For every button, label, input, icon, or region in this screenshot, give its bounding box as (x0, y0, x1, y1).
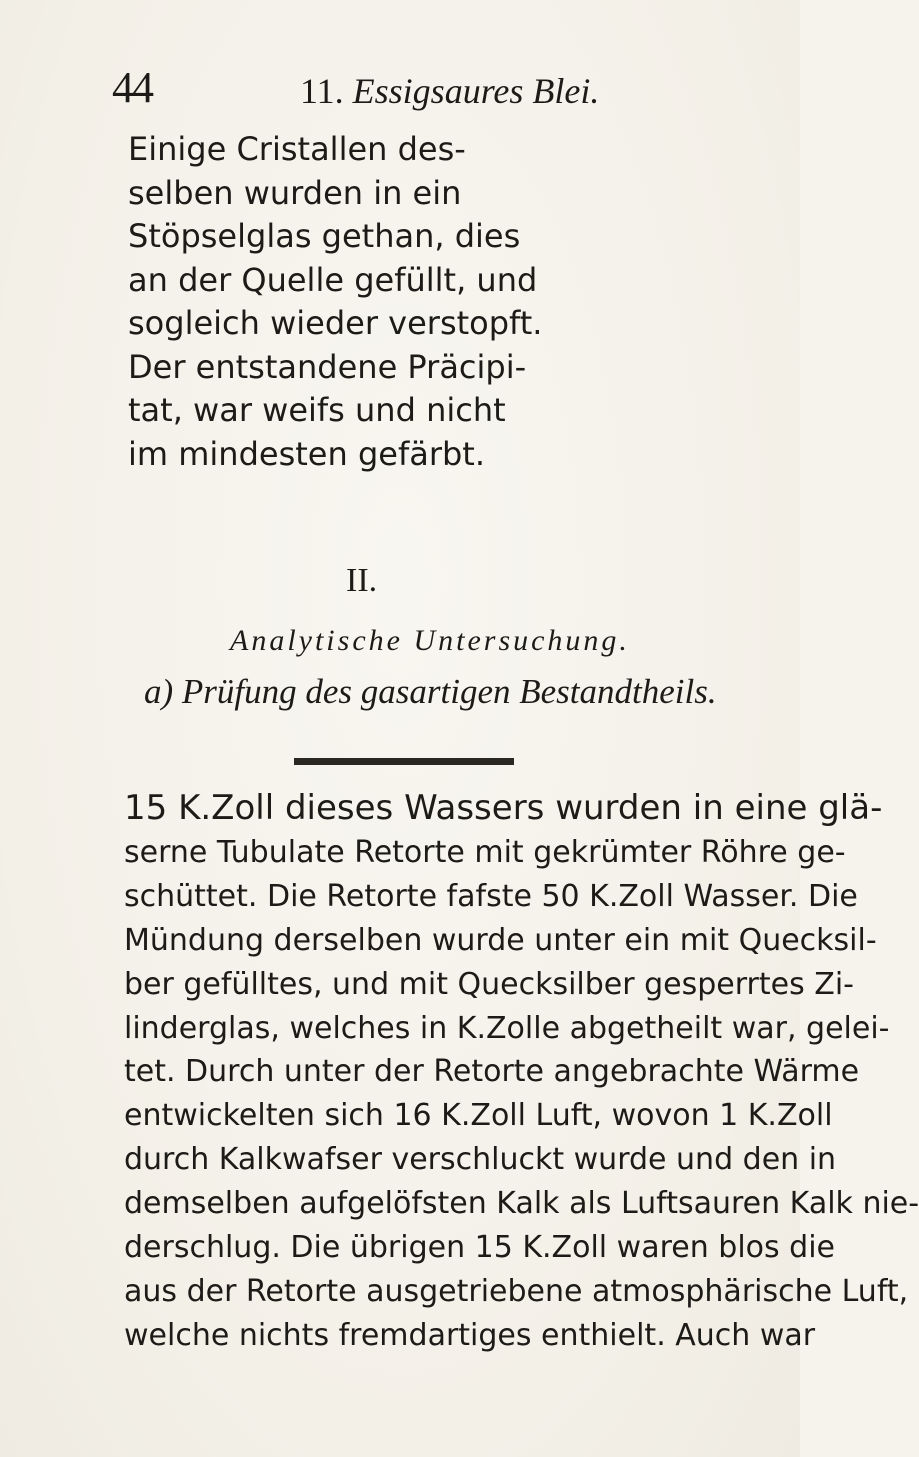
paragraph-line: Der entstandene Präcipi- (128, 347, 527, 386)
page-number: 44 (112, 63, 152, 112)
paragraph-line: durch Kalkwafser verschluckt wurde und den in (124, 1142, 837, 1178)
paragraph-line: tet. Durch unter der Retorte angebrachte Wärme (124, 1054, 860, 1090)
section-title: Essigsaures Blei. (352, 71, 600, 111)
paragraph-line: linderglas, welches in K.Zolle abgetheilt war, gelei- (124, 1010, 890, 1046)
paragraph-line: serne Tubulate Retorte mit gekrümter Röhre ge- (124, 834, 846, 870)
paragraph-line: derschlug. Die übrigen 15 K.Zoll waren blos die (124, 1230, 836, 1266)
divider-rule (294, 758, 514, 765)
paragraph-line: Stöpselglas gethan, dies (128, 217, 521, 255)
section-heading (300, 70, 599, 112)
body-paragraph (124, 787, 919, 1358)
paragraph-line: im mindesten gefärbt. (128, 434, 485, 473)
paragraph-line: Einige Cristallen des- (128, 130, 466, 168)
paragraph-line: demselben aufgelöfsten Kalk als Luftsauren Kalk nie- (124, 1186, 919, 1222)
paragraph-line: Mündung derselben wurde unter ein mit Quecksil- (124, 922, 877, 958)
paragraph-line: 15 K.Zoll dieses Wassers wurden in eine glä- (124, 788, 883, 828)
part-numeral: II. (346, 562, 378, 599)
paragraph-line: schüttet. Die Retorte fafste 50 K.Zoll Wasser. Die (124, 878, 858, 914)
part-title: Analytische Untersuchung. (230, 624, 630, 657)
subheading: a) Prüfung des gasartigen Bestandtheils. (144, 672, 717, 711)
paragraph-line: selben wurden in ein (128, 173, 462, 212)
paragraph-line: ber gefülltes, und mit Quecksilber gesperrtes Zi- (124, 966, 854, 1002)
section-number: 11. (300, 71, 344, 111)
paragraph-line: sogleich wieder verstopft. (128, 304, 543, 342)
paragraph-line: entwickelten sich 16 K.Zoll Luft, wovon 1 K.Zoll (124, 1098, 833, 1134)
paragraph-line: an der Quelle gefüllt, und (128, 260, 538, 299)
paragraph-line: tat, war weifs und nicht (128, 391, 506, 429)
paragraph-line: welche nichts fremdartiges enthielt. Auch war (124, 1317, 816, 1353)
paragraph-line: aus der Retorte ausgetriebene atmosphärische Luft, (124, 1273, 909, 1309)
narrow-paragraph (128, 128, 543, 476)
